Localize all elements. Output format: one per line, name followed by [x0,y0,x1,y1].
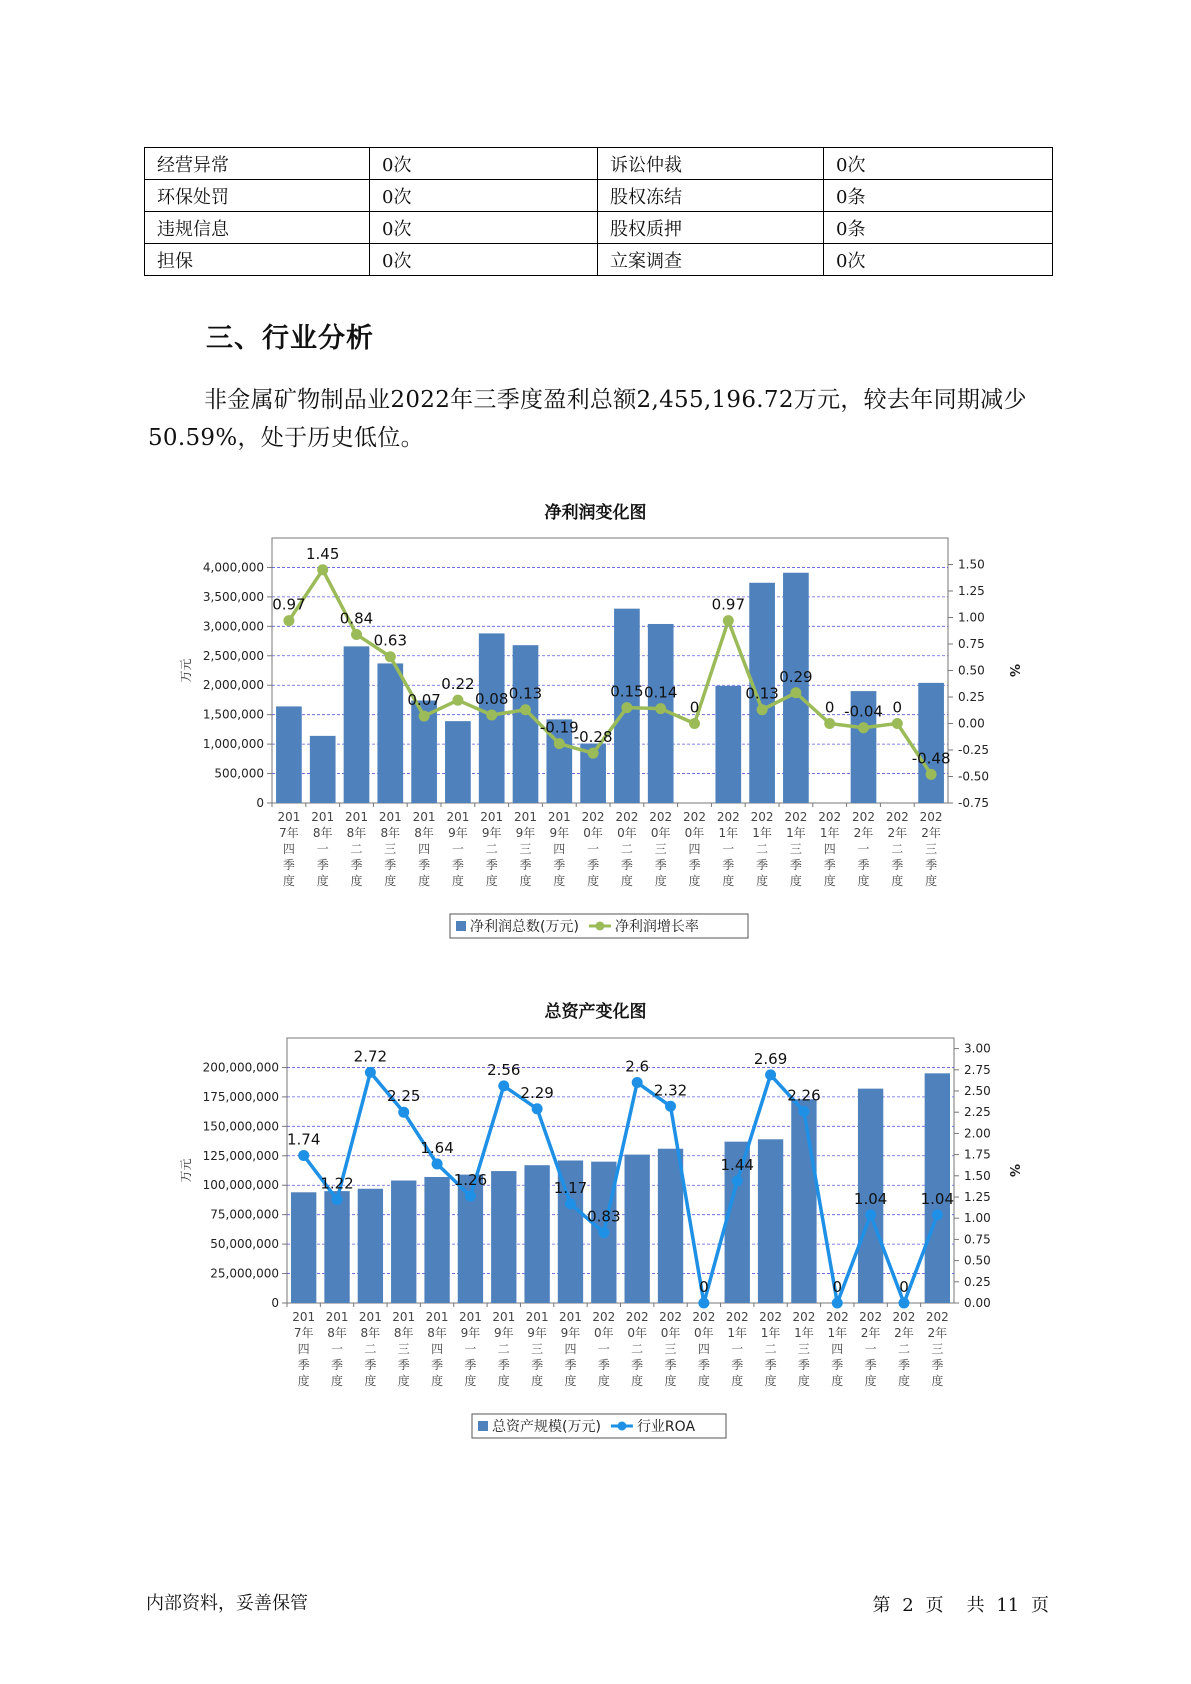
line-point [452,695,463,706]
x-tick-label: 202 1年二季度 [750,810,774,888]
line-point [419,711,430,722]
x-tick-label: 202 1年一季度 [725,1310,749,1388]
footer-confidential-note: 内部资料，妥善保管 [146,1593,308,1614]
line-point [798,1106,809,1117]
x-tick-label: 201 9年一季度 [458,1310,482,1388]
y-tick-label: 3,500,000 [202,589,264,604]
data-label: 1.74 [286,1130,321,1149]
line-point [655,703,666,714]
data-label: 0.15 [610,682,644,701]
y2-tick-label: 1.25 [964,1190,991,1204]
data-label: 1.04 [853,1189,888,1208]
data-label: 0.84 [339,609,374,628]
line-point [632,1077,643,1088]
y-tick-label: 50,000,000 [210,1237,279,1252]
line-point [432,1158,443,1169]
data-label: 0.29 [779,667,813,686]
x-tick-label: 202 2年二季度 [885,810,909,888]
y2-tick-label: 1.75 [964,1147,991,1162]
y-tick-label: 75,000,000 [210,1207,279,1222]
bar [491,1171,516,1303]
page-number: 2 [902,1595,914,1616]
y2-tick-label: -0.25 [958,743,990,757]
data-label: 1.45 [305,544,340,563]
data-label: 0.97 [272,595,306,614]
x-tick-label: 202 2年三季度 [919,810,943,888]
line-point [532,1103,543,1114]
legend-line-marker [595,922,604,931]
line-point [298,1150,309,1161]
y2-tick-label: 0.25 [958,690,985,704]
total-pages: 11 [996,1595,1020,1616]
bar [625,1155,650,1303]
data-label: 0 [824,698,835,717]
legend-bar-label: 总资产规模(万元) [492,1419,601,1435]
line-point [790,687,801,698]
bar [445,721,471,803]
data-label: 1.22 [320,1174,354,1193]
risk-label: 违规信息 [145,212,370,244]
x-tick-label: 201 9年三季度 [525,1310,549,1388]
x-tick-label: 201 9年四季度 [547,810,571,888]
x-tick-label: 201 9年四季度 [559,1310,582,1388]
line-point [554,738,565,749]
y2-tick-label: 2.75 [964,1062,991,1077]
y-tick-label: 200,000,000 [202,1060,279,1075]
data-label: -0.28 [573,728,613,747]
page-indicator [870,1591,1052,1617]
table-row [145,212,1053,244]
line-point [698,1298,709,1309]
data-label: 0 [689,698,700,717]
x-tick-label: 201 7年四季度 [292,1310,316,1388]
x-tick-label: 201 9年三季度 [514,810,537,888]
line-point [385,651,396,662]
y-tick-label: 125,000,000 [202,1148,279,1163]
risk-label: 股权质押 [598,212,824,244]
net-profit-chart-title: 净利润变化图 [544,503,647,523]
line-point [926,769,937,780]
line-point [892,718,903,729]
line-point [898,1298,909,1309]
bar [658,1149,683,1303]
line-point [398,1107,409,1118]
legend-line-label: 净利润增长率 [614,919,699,935]
line-point [932,1209,943,1220]
y2-tick-label: 0.75 [964,1232,991,1247]
risk-label: 立案调查 [598,244,824,276]
x-tick-label: 201 8年一季度 [311,810,335,888]
risk-value: 0条 [824,212,1053,244]
bar [344,646,370,803]
risk-label: 经营异常 [145,148,370,180]
line-point [689,718,700,729]
data-label: 0 [699,1278,709,1296]
x-tick-label: 202 2年二季度 [892,1310,916,1388]
risk-label: 环保处罚 [145,180,370,212]
y-tick-label: 3,000,000 [202,619,264,634]
risk-value: 0条 [824,180,1053,212]
bar [925,1073,950,1303]
x-tick-label: 202 1年四季度 [825,1310,849,1388]
line-point [520,704,531,715]
y2-tick-label: 0.50 [964,1253,991,1268]
x-tick-label: 202 2年三季度 [925,1310,949,1388]
net-profit-chart [0,530,1191,950]
x-tick-label: 202 2年一季度 [859,1310,883,1388]
y2-tick-label: 2.00 [964,1126,991,1141]
y2-tick-label: 0.00 [964,1296,991,1310]
x-tick-label: 202 0年四季度 [683,810,706,888]
bar [324,1191,349,1303]
y-tick-label: 4,000,000 [202,560,264,575]
line-point [832,1298,843,1309]
line-point [588,748,599,759]
data-label: 0.63 [373,631,408,650]
bar [758,1139,783,1303]
x-tick-label: 202 2年一季度 [852,810,875,888]
data-label: 1.17 [553,1178,588,1197]
x-tick-label: 202 0年二季度 [625,1310,649,1388]
y2-tick-label: 1.25 [958,584,985,598]
bar [291,1192,316,1303]
bar [310,736,336,803]
data-label: 1.64 [420,1138,454,1157]
data-label: 0.07 [407,691,441,710]
y2-tick-label: 1.50 [958,557,985,572]
x-tick-label: 202 0年二季度 [615,810,639,888]
data-label: 2.26 [787,1086,821,1105]
line-point [732,1175,743,1186]
y-tick-label: 500,000 [214,766,264,781]
risk-value: 0次 [370,244,598,276]
data-label: 0.97 [711,595,746,614]
y2-tick-label: 0.25 [964,1274,991,1289]
line-point [865,1209,876,1220]
line-point [565,1198,576,1209]
line-point [486,710,497,721]
bar [424,1177,449,1303]
x-tick-label: 202 1年三季度 [784,810,808,888]
x-tick-label: 202 1年四季度 [818,810,842,888]
y-tick-label: 100,000,000 [202,1178,279,1193]
line-point [765,1069,776,1080]
x-tick-label: 202 0年四季度 [692,1310,716,1388]
analysis-paragraph: 非金属矿物制品业2022年三季度盈利总额2,455,196.72万元，较去年同期减少50.59%，处于历史低位。 [148,387,1027,451]
y2-tick-label: 0.50 [958,663,985,678]
y2-tick-label: -0.75 [958,796,990,810]
x-tick-label: 202 0年三季度 [649,810,673,888]
line-point [824,718,835,729]
line-point [723,615,734,626]
y2-axis-label: % [1006,663,1021,678]
bar [391,1181,416,1303]
risk-value: 0次 [370,212,598,244]
data-label: 0 [892,698,903,717]
y-tick-label: 25,000,000 [210,1266,279,1281]
x-tick-label: 202 0年一季度 [592,1310,616,1388]
y-tick-label: 0 [271,1296,279,1310]
data-label: 2.32 [653,1081,688,1100]
data-label: 0.22 [441,675,475,694]
x-tick-label: 201 8年三季度 [392,1310,416,1388]
risk-value: 0次 [824,148,1053,180]
x-tick-label: 202 1年二季度 [759,1310,783,1388]
y2-tick-label: 0.75 [958,637,985,651]
y-tick-label: 2,500,000 [202,648,264,663]
line-point [621,702,632,713]
total-unit: 页 [1031,1595,1049,1616]
y-tick-label: 175,000,000 [202,1089,279,1104]
data-label: -0.19 [539,718,579,737]
y2-tick-label: -0.50 [958,769,990,784]
data-label: 2.69 [753,1049,788,1068]
legend-bar-label: 净利润总数(万元) [470,919,579,935]
x-tick-label: 202 0年一季度 [581,810,605,888]
x-tick-label: 201 7年四季度 [277,810,301,888]
risk-value: 0次 [824,244,1053,276]
total-assets-chart-title: 总资产变化图 [544,1002,647,1022]
data-label: 2.29 [520,1083,554,1102]
x-tick-label: 201 8年一季度 [325,1310,349,1388]
data-label: -0.48 [911,749,951,768]
page-prefix: 第 [872,1595,891,1616]
risk-value: 0次 [370,148,598,180]
legend-line-marker [617,1422,626,1431]
data-label: 0.83 [587,1207,621,1226]
line-point [351,629,362,640]
bar [918,683,944,803]
bar [358,1189,383,1303]
data-label: 2.56 [487,1060,521,1079]
plot-area [272,538,948,803]
line-point [665,1101,676,1112]
data-label: 0.13 [745,684,779,703]
x-tick-label: 202 0年三季度 [659,1310,682,1388]
y-tick-label: 150,000,000 [202,1119,279,1134]
legend-line-label: 行业ROA [636,1419,696,1435]
bar [513,645,539,803]
y2-tick-label: 1.00 [958,610,985,625]
bar [377,663,403,803]
table-row [145,148,1053,180]
line-point [757,704,768,715]
line-point [365,1067,376,1078]
x-tick-label: 201 9年二季度 [492,1310,516,1388]
y2-tick-label: 1.00 [964,1211,991,1226]
line-point [465,1191,476,1202]
data-label: 1.44 [720,1155,754,1174]
data-label: 1.26 [453,1171,488,1190]
y2-tick-label: 1.50 [964,1168,991,1183]
line-point [332,1194,343,1205]
risk-label: 担保 [145,244,370,276]
data-label: 1.04 [920,1189,955,1208]
x-tick-label: 201 9年二季度 [480,810,504,888]
x-tick-label: 202 1年一季度 [716,810,740,888]
legend-bar-swatch [456,921,466,931]
data-label: -0.04 [844,702,883,721]
x-tick-label: 201 8年四季度 [425,1310,449,1388]
y-axis-label: 万元 [179,658,193,683]
x-tick-label: 201 8年三季度 [378,810,402,888]
y2-tick-label: 2.50 [964,1084,991,1098]
data-label: 0 [899,1278,909,1296]
total-prefix: 共 [966,1595,985,1616]
line-point [283,615,294,626]
x-tick-label: 202 1年三季度 [792,1310,816,1388]
x-tick-label: 201 8年二季度 [358,1310,382,1388]
line-point [858,722,869,733]
bar [524,1165,549,1303]
bar [276,706,302,803]
y-axis-label: 万元 [179,1158,193,1183]
table-row [145,180,1053,212]
data-label: 2.72 [353,1047,388,1066]
data-label: 0.14 [643,683,678,702]
line-point [317,564,328,575]
page-unit: 页 [925,1595,944,1616]
data-label: 0.08 [474,690,509,709]
y2-tick-label: 3.00 [964,1041,991,1056]
x-tick-label: 201 9年一季度 [446,810,470,888]
y2-tick-label: 2.25 [964,1105,991,1120]
bar [791,1099,816,1303]
y-tick-label: 1,000,000 [202,737,264,752]
table-row [145,244,1053,276]
bar [715,686,741,803]
y-tick-label: 1,500,000 [202,707,264,722]
x-tick-label: 201 8年四季度 [412,810,436,888]
data-label: 0.13 [508,684,543,703]
line-point [498,1080,509,1091]
data-label: 0 [832,1278,843,1296]
x-tick-label: 201 8年二季度 [345,810,368,888]
y2-axis-label: % [1006,1163,1021,1178]
legend-bar-swatch [478,1421,488,1431]
risk-label: 诉讼仲裁 [598,148,824,180]
y2-tick-label: 0.00 [958,716,985,731]
risk-summary-table [144,147,1053,276]
data-label: 2.25 [387,1087,421,1106]
risk-value: 0次 [370,180,598,212]
data-label: 2.6 [625,1057,650,1076]
y-tick-label: 0 [256,796,264,810]
risk-label: 股权冻结 [598,180,824,212]
section-heading: 三、行业分析 [206,323,374,354]
line-point [598,1227,609,1238]
y-tick-label: 2,000,000 [202,678,264,693]
total-assets-chart [0,1030,1191,1450]
